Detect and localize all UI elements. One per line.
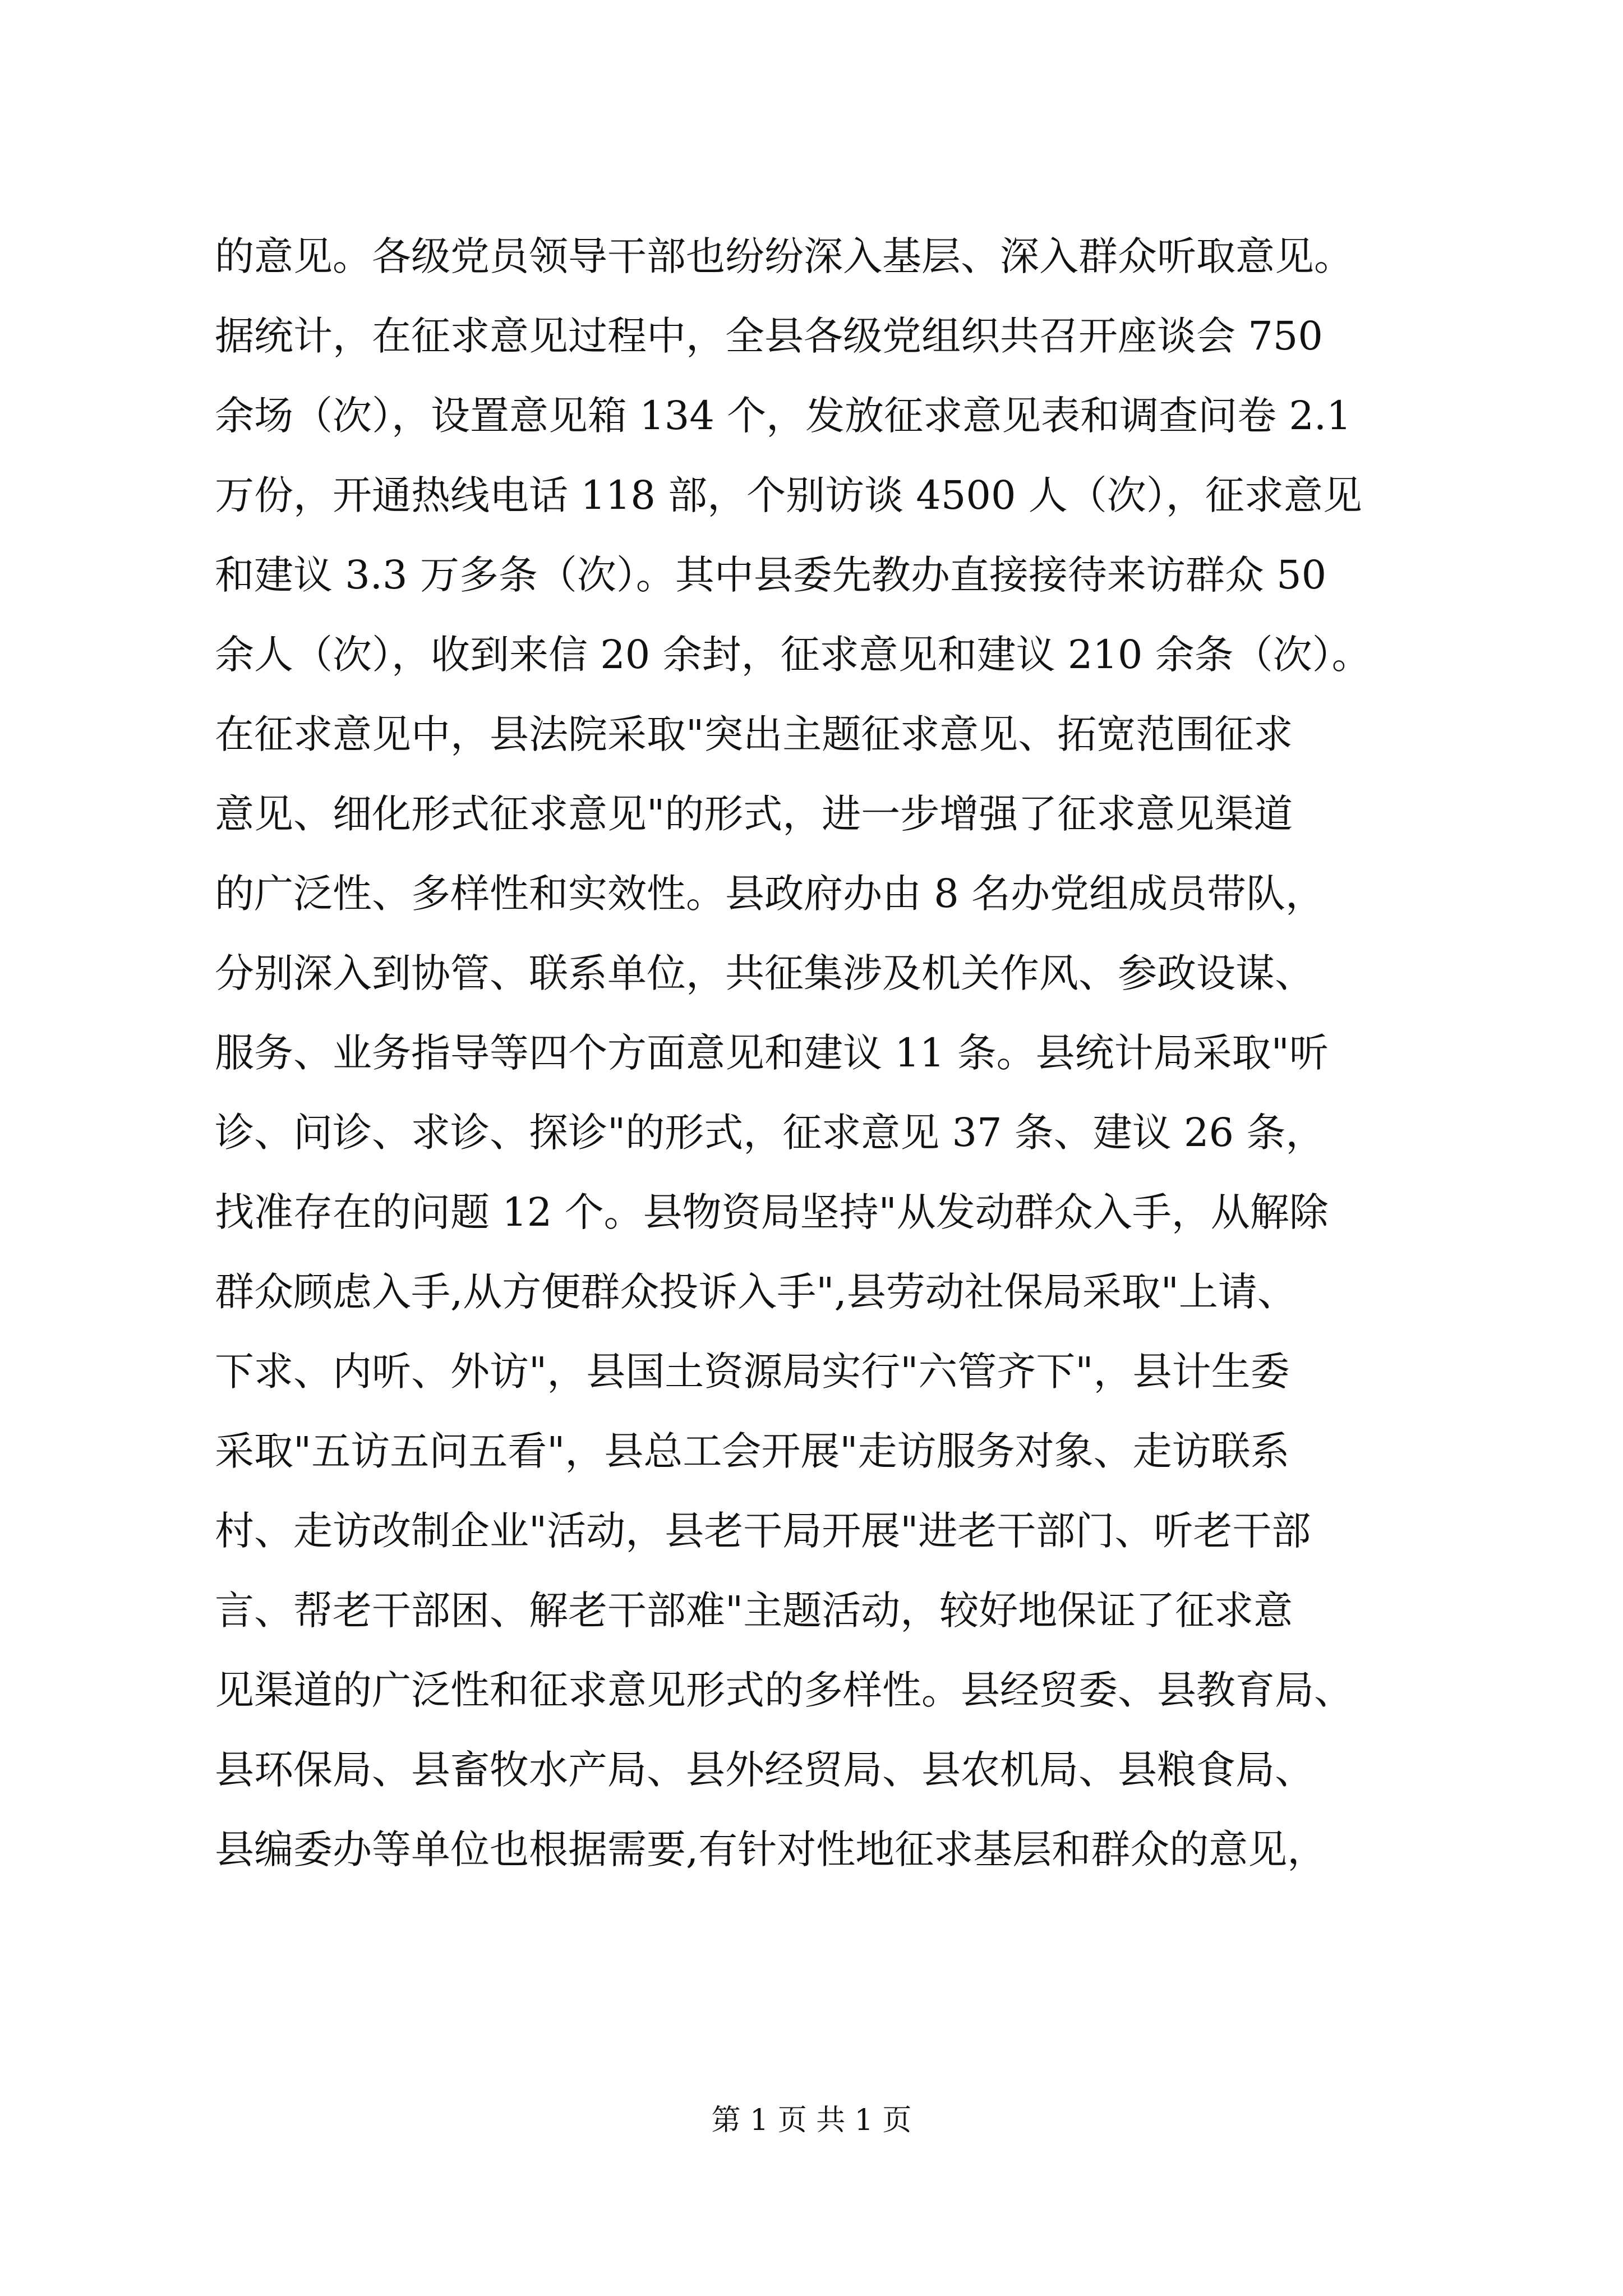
text-line: 在征求意见中，县法院采取"突出主题征求意见、拓宽范围征求 (215, 711, 1293, 757)
text-line: 采取"五访五问五看"，县总工会开展"走访服务对象、走访联系 (215, 1428, 1290, 1474)
text-line: 言、帮老干部困、解老干部难"主题活动，较好地保证了征求意 (215, 1588, 1293, 1634)
text-line: 余人（次），收到来信 20 余封，征求意见和建议 210 余条（次）。 (215, 632, 1371, 678)
text-line: 下求、内听、外访"，县国土资源局实行"六管齐下"，县计生委 (215, 1349, 1290, 1395)
text-line: 诊、问诊、求诊、探诊"的形式，征求意见 37 条、建议 26 条， (215, 1110, 1325, 1156)
text-line: 余场（次），设置意见箱 134 个，发放征求意见表和调查问卷 2.1 (215, 393, 1352, 439)
text-line: 的广泛性、多样性和实效性。县政府办由 8 名办党组成员带队， (215, 871, 1325, 917)
text-line: 万份，开通热线电话 118 部，个别访谈 4500 人（次），征求意见 (215, 472, 1362, 518)
text-line: 村、走访改制企业"活动，县老干局开展"进老干部门、听老干部 (215, 1508, 1311, 1554)
text-line: 分别深入到协管、联系单位，共征集涉及机关作风、参政设谋、 (215, 950, 1314, 996)
text-line: 县环保局、县畜牧水产局、县外经贸局、县农机局、县粮食局、 (215, 1747, 1314, 1793)
text-line: 服务、业务指导等四个方面意见和建议 11 条。县统计局采取"听 (215, 1030, 1329, 1076)
page-footer: 第 1 页 共 1 页 (711, 2104, 912, 2137)
text-line: 县编委办等单位也根据需要,有针对性地征求基层和群众的意见， (215, 1826, 1327, 1872)
text-line: 和建议 3.3 万多条（次）。其中县委先教办直接接待来访群众 50 (215, 552, 1327, 598)
body-text (215, 217, 1415, 1889)
text-line: 群众顾虑入手,从方便群众投诉入手",县劳动社保局采取"上请、 (215, 1269, 1297, 1315)
text-line: 的意见。各级党员领导干部也纷纷深入基层、深入群众听取意见。 (215, 233, 1353, 279)
text-line: 见渠道的广泛性和征求意见形式的多样性。县经贸委、县教育局、 (215, 1667, 1353, 1713)
text-line: 据统计，在征求意见过程中，全县各级党组织共召开座谈会 750 (215, 313, 1323, 359)
text-line: 找准存在的问题 12 个。县物资局坚持"从发动群众入手，从解除 (215, 1189, 1329, 1235)
text-line: 意见、细化形式征求意见"的形式，进一步增强了征求意见渠道 (215, 791, 1293, 837)
